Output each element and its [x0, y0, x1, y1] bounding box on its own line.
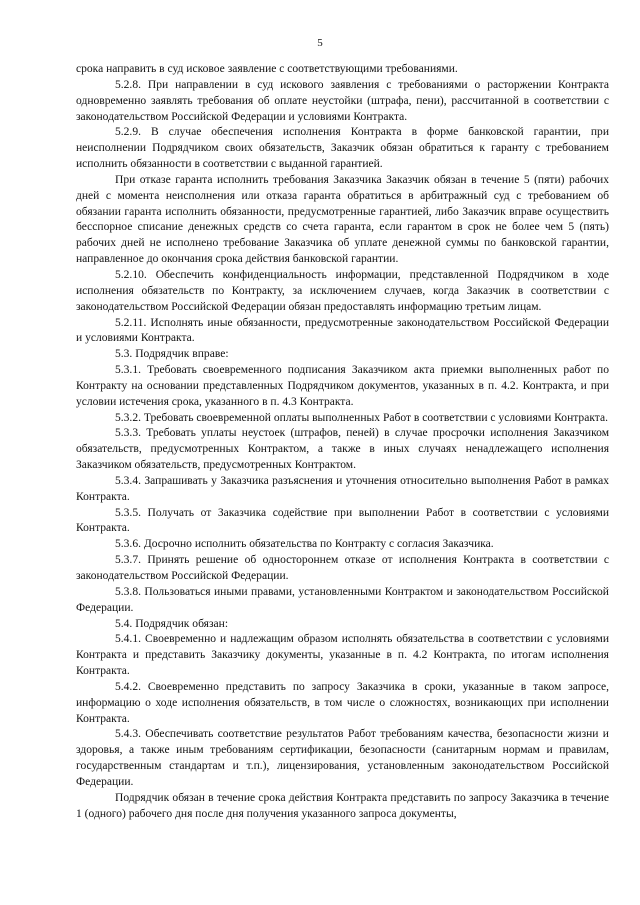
paragraph-5-3-7: 5.3.7. Принять решение об одностороннем отказе от исполнения Контракта в соответствии с законодательством Российской Федерации.	[76, 554, 609, 582]
paragraph-5-3-8: 5.3.8. Пользоваться иными правами, установленными Контрактом и законодательством Российской Федерации.	[76, 585, 609, 614]
paragraph-5-2-9: 5.2.9. В случае обеспечения исполнения Контракта в форме банковской гарантии, при неисполнении Подрядчиком своих обязательств, Заказчик обязан обратиться к гаранту с требованием исполнить обязанности в соответствии с выданной гарантией.	[76, 126, 609, 171]
paragraph-5-4-1: 5.4.1. Своевременно и надлежащим образом исполнять обязательства в соответствии с условиями Контракта и представить Заказчику документы, указанные в п. 4.2 Контракта, по итогам исполнения Контракта.	[76, 633, 609, 678]
page-number: 5	[317, 37, 323, 49]
paragraph-5-2-11: 5.2.11. Исполнять иные обязанности, предусмотренные законодательством Российской Федерации и условиями Контракта.	[76, 316, 609, 345]
paragraph-5-4-2: 5.4.2. Своевременно представить по запросу Заказчика в сроки, указанные в таком запросе, информацию о ходе исполнения обязательств, в том числе о сложностях, возникающих при исполнении Контракта.	[76, 680, 609, 725]
paragraph-5-3-5: 5.3.5. Получать от Заказчика содействие при выполнении Работ в соответствии с условиями Контракта.	[76, 506, 609, 535]
document-body	[76, 62, 609, 823]
paragraph-5-3-2: 5.3.2. Требовать своевременной оплаты выполненных Работ в соответствии с условиями Контракта.	[115, 411, 608, 424]
paragraph-documents-request: Подрядчик обязан в течение срока действия Контракта представить по запросу Заказчика в течение 1 (одного) рабочего дня после дня получения указанного запроса документы,	[76, 791, 609, 820]
paragraph-continuation: срока направить в суд исковое заявление с соответствующими требованиями.	[76, 63, 458, 75]
paragraph-5-2-8: 5.2.8. При направлении в суд искового заявления с требованиями о расторжении Контракта одновременно заявлять требования об оплате неустойки (штрафа, пени), рассчитанной в соответствии с законодательством Российской Федерации и условиями Контракта.	[76, 78, 609, 123]
paragraph-5-3-6: 5.3.6. Досрочно исполнить обязательства по Контракту с согласия Заказчика.	[115, 538, 494, 551]
section-heading-5-3: 5.3. Подрядчик вправе:	[115, 348, 229, 361]
paragraph-5-3-3: 5.3.3. Требовать уплаты неустоек (штрафов, пеней) в случае просрочки исполнения Заказчиком обязательств, предусмотренных Контрактом, а также в иных случаях ненадлежащего исполнения Заказчиком обязательств, предусмотренных Контрактом.	[76, 427, 609, 472]
paragraph-5-3-1: 5.3.1. Требовать своевременного подписания Заказчиком акта приемки выполненных работ по Контракту на основании представленных Подрядчиком документов, указанных в п. 4.2. Контракта, и при условии истечения срока, указанного в п. 4.3 Контракта.	[76, 364, 609, 408]
paragraph-5-3-4: 5.3.4. Запрашивать у Заказчика разъяснения и уточнения относительно выполнения Работ в рамках Контракта.	[76, 474, 609, 503]
paragraph-guarantor-refusal: При отказе гаранта исполнить требования Заказчика Заказчик обязан в течение 5 (пяти) рабочих дней с момента неисполнения или отказа гаранта обратиться в арбитражный суд с требованием об обязании гаранта исполнить обязанности, предусмотренные гарантией, либо Заказчик вправе осуществить бесспорное списание денежных средств со счета гаранта, если гарантом в срок не более чем 5 (пять) рабочих дней не исполнено требование Заказчика об уплате денежной суммы по банковской гарантии, направленное до окончания срока действия банковской гарантии.	[76, 173, 609, 266]
paragraph-5-2-10: 5.2.10. Обеспечить конфиденциальность информации, представленной Подрядчиком в ходе исполнения обязательств по Контракту, за исключением случаев, когда Заказчик в соответствии с законодательством Российской Федерации обязан предоставлять информацию третьим лицам.	[76, 268, 609, 313]
paragraph-5-4-3: 5.4.3. Обеспечивать соответствие результатов Работ требованиям качества, безопасности жизни и здоровья, а также иным требованиям сертификации, безопасности (санитарным нормам и правилам, государственным стандартам и т.п.), лицензирования, установленным законодательством Российской Федерации.	[76, 728, 609, 788]
section-heading-5-4: 5.4. Подрядчик обязан:	[115, 617, 229, 630]
